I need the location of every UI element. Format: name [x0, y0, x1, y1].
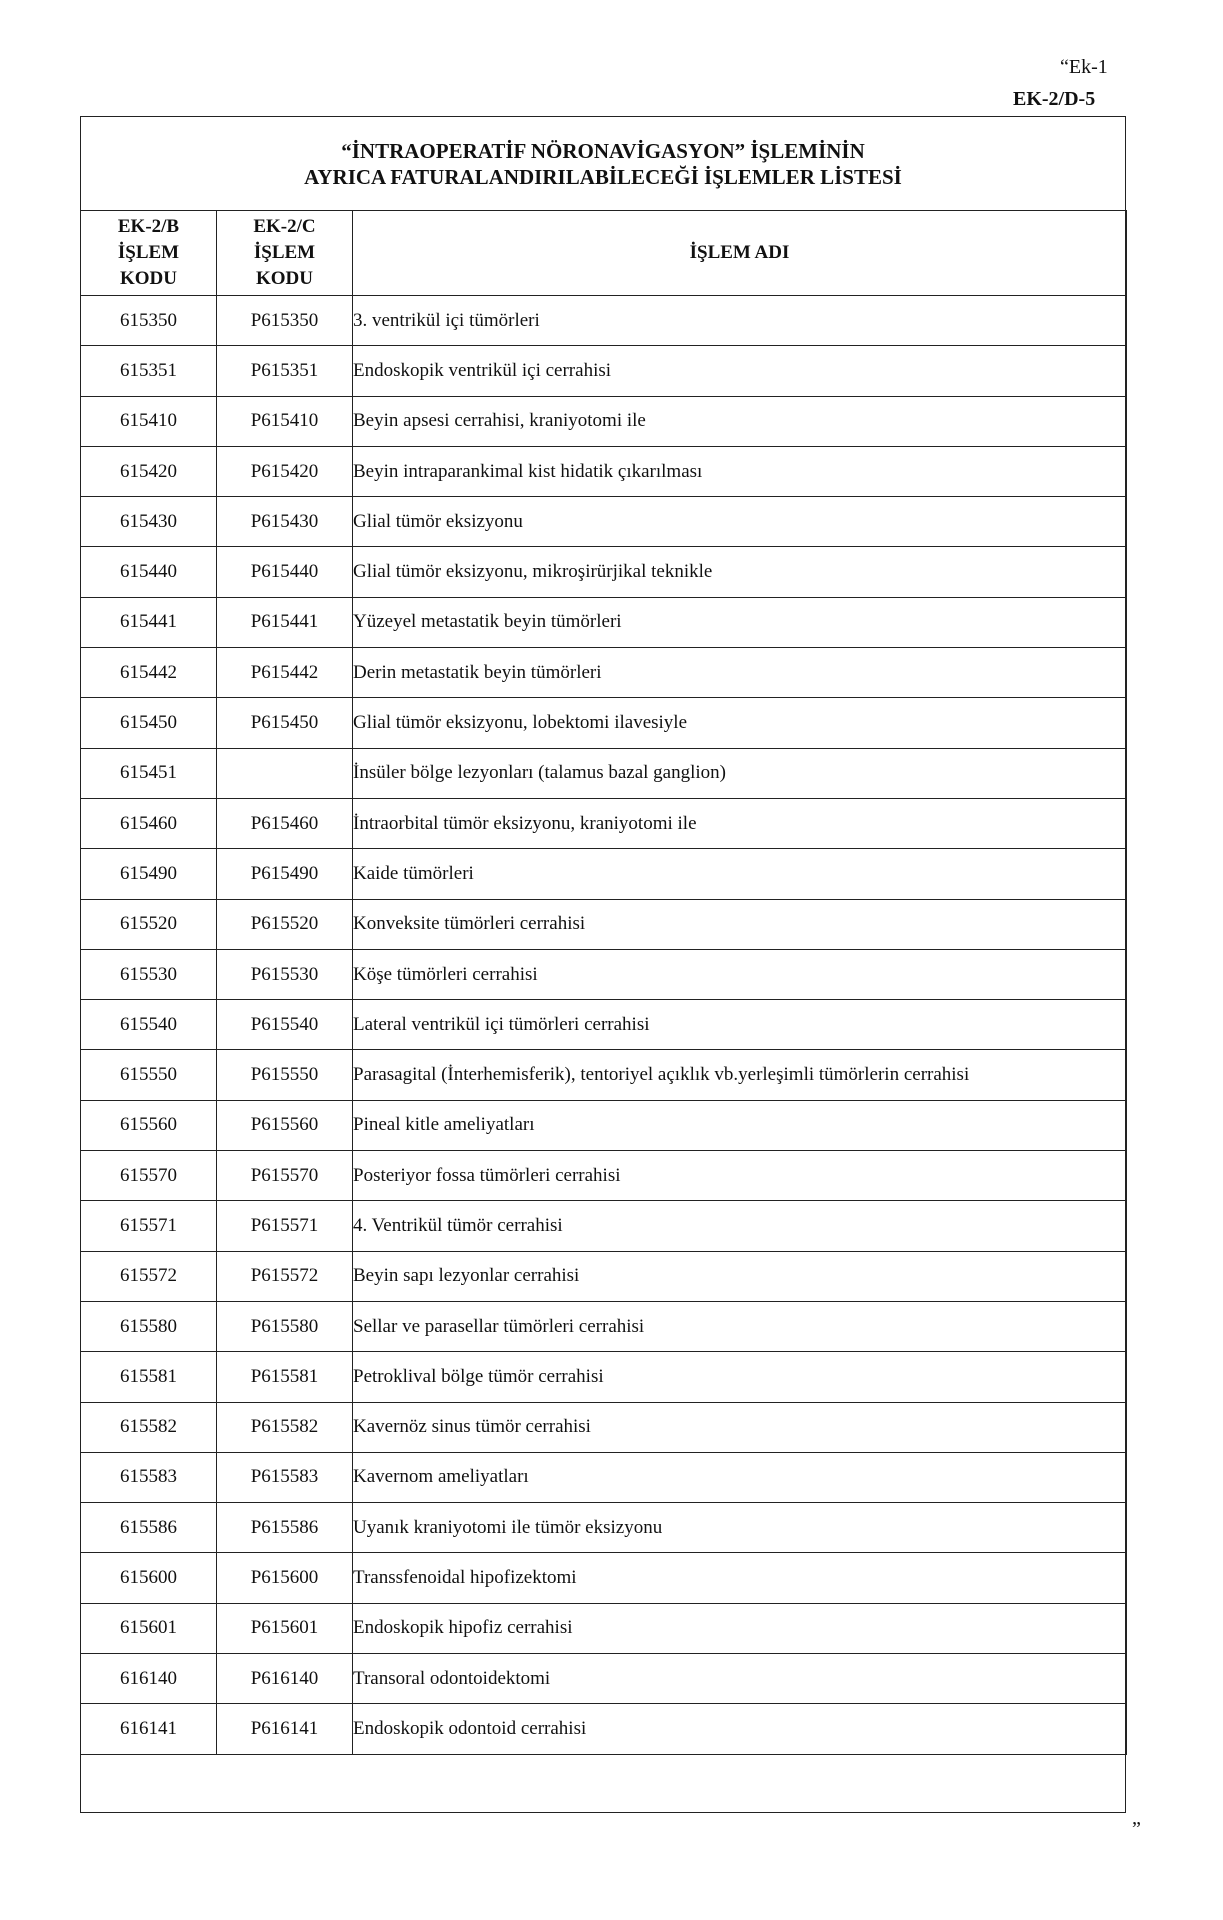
procedure-name-cell: Kavernöz sinus tümör cerrahisi	[353, 1402, 1127, 1452]
table-row	[81, 1301, 1127, 1351]
procedure-name-cell: Konveksite tümörleri cerrahisi	[353, 899, 1127, 949]
ek2c-code-cell: P615571	[217, 1201, 353, 1251]
procedures-table	[80, 210, 1127, 1755]
table-row	[81, 446, 1127, 496]
procedure-name-cell: Lateral ventrikül içi tümörleri cerrahisi	[353, 1000, 1127, 1050]
procedure-name-cell: Köşe tümörleri cerrahisi	[353, 949, 1127, 999]
table-row	[81, 798, 1127, 848]
procedure-name-cell: Endoskopik hipofiz cerrahisi	[353, 1603, 1127, 1653]
ek2c-code-cell: P615580	[217, 1301, 353, 1351]
ek2b-code-cell: 615586	[81, 1503, 217, 1553]
ek2c-code-cell: P615520	[217, 899, 353, 949]
table-row	[81, 1654, 1127, 1704]
ek2b-code-cell: 616141	[81, 1704, 217, 1754]
procedure-name-cell: 4. Ventrikül tümör cerrahisi	[353, 1201, 1127, 1251]
table-row	[81, 849, 1127, 899]
ek2c-code-cell: P615490	[217, 849, 353, 899]
procedure-name-cell: Endoskopik ventrikül içi cerrahisi	[353, 346, 1127, 396]
ek2c-code-cell: P615583	[217, 1452, 353, 1502]
ek2c-code-cell: P615540	[217, 1000, 353, 1050]
column-header-procedure-name: İŞLEM ADI	[353, 211, 1127, 296]
ek2b-code-cell: 615350	[81, 296, 217, 346]
table-row	[81, 748, 1127, 798]
table-row	[81, 1050, 1127, 1100]
ek2b-code-cell: 615420	[81, 446, 217, 496]
procedure-name-cell: Parasagital (İnterhemisferik), tentoriyel açıklık vb.yerleşimli tümörlerin cerrahisi	[353, 1050, 1127, 1100]
ek2b-code-cell: 616140	[81, 1654, 217, 1704]
table-row	[81, 1503, 1127, 1553]
procedure-name-cell: Posteriyor fossa tümörleri cerrahisi	[353, 1151, 1127, 1201]
table-row	[81, 1201, 1127, 1251]
ek2b-code-cell: 615540	[81, 1000, 217, 1050]
title-line-1: “İNTRAOPERATİF NÖRONAVİGASYON” İŞLEMİNİN	[341, 139, 865, 163]
ek2b-code-cell: 615441	[81, 597, 217, 647]
ek2c-code-cell: P616140	[217, 1654, 353, 1704]
table-row	[81, 949, 1127, 999]
ek2b-code-cell: 615530	[81, 949, 217, 999]
ek2c-code-cell: P615441	[217, 597, 353, 647]
table-row	[81, 1704, 1127, 1754]
table-row	[81, 396, 1127, 446]
ek2c-code-cell: P615570	[217, 1151, 353, 1201]
procedure-name-cell: Beyin apsesi cerrahisi, kraniyotomi ile	[353, 396, 1127, 446]
procedure-name-cell: Sellar ve parasellar tümörleri cerrahisi	[353, 1301, 1127, 1351]
procedure-name-cell: Petroklival bölge tümör cerrahisi	[353, 1352, 1127, 1402]
ek2b-code-cell: 615442	[81, 648, 217, 698]
procedure-name-cell: Beyin intraparankimal kist hidatik çıkarılması	[353, 446, 1127, 496]
procedure-name-cell: Glial tümör eksizyonu	[353, 497, 1127, 547]
procedure-name-cell: Derin metastatik beyin tümörleri	[353, 648, 1127, 698]
table-row	[81, 1603, 1127, 1653]
ek2c-code-cell	[217, 748, 353, 798]
table-row	[81, 1402, 1127, 1452]
procedure-name-cell: Uyanık kraniyotomi ile tümör eksizyonu	[353, 1503, 1127, 1553]
procedure-name-cell: Kaide tümörleri	[353, 849, 1127, 899]
ek2b-code-cell: 615571	[81, 1201, 217, 1251]
ek2b-code-cell: 615582	[81, 1402, 217, 1452]
page-title	[80, 138, 1126, 190]
ek2b-code-cell: 615583	[81, 1452, 217, 1502]
ek2c-code-cell: P615351	[217, 346, 353, 396]
ek2b-code-cell: 615581	[81, 1352, 217, 1402]
table-row	[81, 1452, 1127, 1502]
table-body	[81, 296, 1127, 1755]
procedure-name-cell: Yüzeyel metastatik beyin tümörleri	[353, 597, 1127, 647]
ek2c-code-cell: P615560	[217, 1100, 353, 1150]
table-row	[81, 1100, 1127, 1150]
ek2c-code-cell: P615586	[217, 1503, 353, 1553]
ek2b-code-cell: 615520	[81, 899, 217, 949]
table-row	[81, 597, 1127, 647]
procedure-name-cell: Pineal kitle ameliyatları	[353, 1100, 1127, 1150]
ek2c-code-cell: P616141	[217, 1704, 353, 1754]
ek2c-code-cell: P615550	[217, 1050, 353, 1100]
ek2b-code-cell: 615430	[81, 497, 217, 547]
table-row	[81, 1352, 1127, 1402]
ek2c-code-cell: P615420	[217, 446, 353, 496]
table-row	[81, 1151, 1127, 1201]
ek2c-code-cell: P615581	[217, 1352, 353, 1402]
procedure-name-cell: İntraorbital tümör eksizyonu, kraniyotomi ile	[353, 798, 1127, 848]
procedure-name-cell: Transoral odontoidektomi	[353, 1654, 1127, 1704]
ek2b-code-cell: 615451	[81, 748, 217, 798]
table-row	[81, 296, 1127, 346]
table-row	[81, 1251, 1127, 1301]
ek2b-code-cell: 615460	[81, 798, 217, 848]
closing-quote: ”	[1132, 1818, 1141, 1840]
ek2b-code-cell: 615450	[81, 698, 217, 748]
ek2c-code-cell: P615450	[217, 698, 353, 748]
annex-label: “Ek-1	[1060, 56, 1108, 78]
ek2c-code-cell: P615582	[217, 1402, 353, 1452]
ek2b-code-cell: 615410	[81, 396, 217, 446]
ek2c-code-cell: P615600	[217, 1553, 353, 1603]
column-header-ek2b-code: EK-2/B İŞLEM KODU	[81, 211, 217, 296]
table-row	[81, 497, 1127, 547]
table-header-row	[81, 211, 1127, 296]
procedure-name-cell: Transsfenoidal hipofizektomi	[353, 1553, 1127, 1603]
procedure-name-cell: Glial tümör eksizyonu, mikroşirürjikal teknikle	[353, 547, 1127, 597]
procedure-name-cell: 3. ventrikül içi tümörleri	[353, 296, 1127, 346]
ek2b-code-cell: 615570	[81, 1151, 217, 1201]
table-row	[81, 1000, 1127, 1050]
ek2b-code-cell: 615440	[81, 547, 217, 597]
column-header-ek2c-code: EK-2/C İŞLEM KODU	[217, 211, 353, 296]
ek2c-code-cell: P615410	[217, 396, 353, 446]
procedure-name-cell: İnsüler bölge lezyonları (talamus bazal ganglion)	[353, 748, 1127, 798]
procedure-name-cell: Kavernom ameliyatları	[353, 1452, 1127, 1502]
procedure-name-cell: Beyin sapı lezyonlar cerrahisi	[353, 1251, 1127, 1301]
ek2c-code-cell: P615572	[217, 1251, 353, 1301]
ek2c-code-cell: P615350	[217, 296, 353, 346]
ek2b-code-cell: 615572	[81, 1251, 217, 1301]
ek2b-code-cell: 615601	[81, 1603, 217, 1653]
ek2c-code-cell: P615442	[217, 648, 353, 698]
annex-code: EK-2/D-5	[1013, 88, 1096, 110]
table-row	[81, 899, 1127, 949]
ek2c-code-cell: P615440	[217, 547, 353, 597]
procedure-name-cell: Glial tümör eksizyonu, lobektomi ilavesiyle	[353, 698, 1127, 748]
ek2c-code-cell: P615430	[217, 497, 353, 547]
ek2b-code-cell: 615550	[81, 1050, 217, 1100]
ek2b-code-cell: 615580	[81, 1301, 217, 1351]
table-row	[81, 648, 1127, 698]
table-row	[81, 698, 1127, 748]
title-line-2: AYRICA FATURALANDIRILABİLECEĞİ İŞLEMLER LİSTESİ	[304, 165, 902, 189]
ek2c-code-cell: P615530	[217, 949, 353, 999]
ek2b-code-cell: 615560	[81, 1100, 217, 1150]
table-row	[81, 547, 1127, 597]
ek2b-code-cell: 615351	[81, 346, 217, 396]
ek2b-code-cell: 615490	[81, 849, 217, 899]
ek2c-code-cell: P615601	[217, 1603, 353, 1653]
table-row	[81, 346, 1127, 396]
procedure-name-cell: Endoskopik odontoid cerrahisi	[353, 1704, 1127, 1754]
ek2c-code-cell: P615460	[217, 798, 353, 848]
table-row	[81, 1553, 1127, 1603]
ek2b-code-cell: 615600	[81, 1553, 217, 1603]
